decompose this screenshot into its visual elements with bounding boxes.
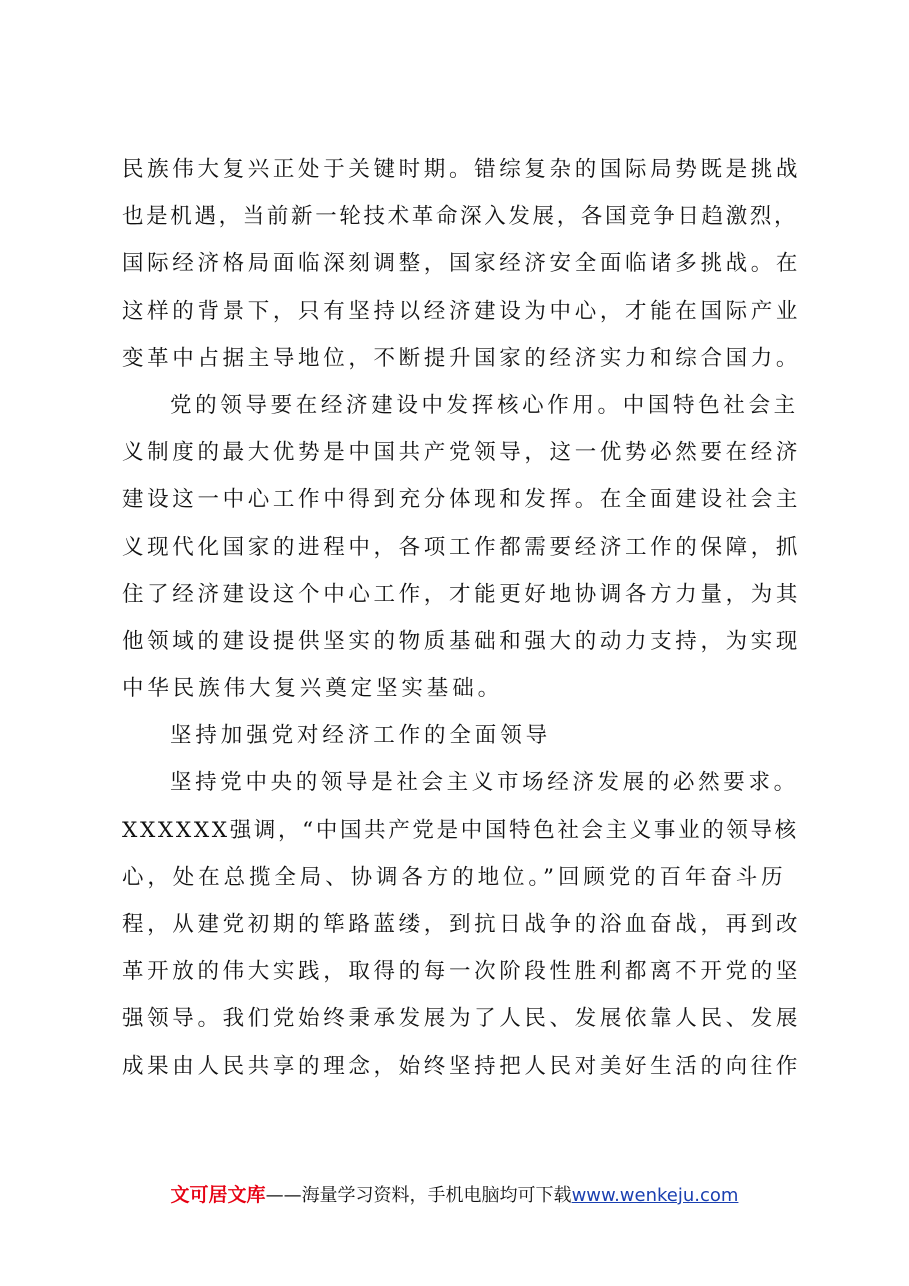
text-line: 中华民族伟大复兴奠定坚实基础。 — [122, 676, 504, 702]
text-line: 民族伟大复兴正处于关键时期。错综复杂的国际局势既是挑战 — [122, 157, 802, 182]
text-line: 这样的背景下，只有坚持以经济建设为中心，才能在国际产业 — [122, 298, 802, 324]
text-line: 住了经济建设这个中心工作，才能更好地协调各方力量，为其 — [122, 581, 802, 607]
text-line: 坚持党中央的领导是社会主义市场经济发展的必然要求。 — [170, 770, 799, 796]
footer-tagline: ——海量学习资料，手机电脑均可下载 — [265, 1185, 572, 1206]
paragraph — [122, 759, 802, 1089]
footer-website-link[interactable]: www.wenkeju.com — [571, 1185, 739, 1206]
paragraph — [122, 382, 802, 712]
text-line: 他领域的建设提供坚实的物质基础和强大的动力支持，为实现 — [122, 628, 802, 654]
text-line: 革开放的伟大实践，取得的每一次阶段性胜利都离不开党的坚 — [122, 959, 802, 985]
text-line: 建设这一中心工作中得到充分体现和发挥。在全面建设社会主 — [122, 487, 802, 513]
footer-brand: 文可居文库 — [170, 1184, 266, 1206]
text-line: 程，从建党初期的筚路蓝缕，到抗日战争的浴血奋战，再到改 — [122, 912, 802, 937]
text-line: 国际经济格局面临深刻调整，国家经济安全面临诸多挑战。在 — [122, 251, 802, 277]
text-line: 成果由人民共享的理念，始终坚持把人民对美好生活的向往作 — [122, 1053, 802, 1079]
text-line: 党的领导要在经济建设中发挥核心作用。中国特色社会主 — [170, 392, 799, 418]
text-line: XXXXXX强调，“中国共产党是中国特色社会主义事业的领导核 — [122, 817, 799, 843]
text-line: 变革中占据主导地位，不断提升国家的经济实力和综合国力。 — [122, 345, 802, 371]
paragraph — [122, 712, 802, 759]
text-line: 义制度的最大优势是中国共产党领导，这一优势必然要在经济 — [122, 440, 802, 466]
text-line: 也是机遇，当前新一轮技术革命深入发展，各国竞争日趋激烈， — [122, 204, 799, 230]
document-body — [122, 146, 802, 1090]
text-line: 心，处在总揽全局、协调各方的地位。”回顾党的百年奋斗历 — [122, 864, 787, 890]
text-line: 坚持加强党对经济工作的全面领导 — [170, 723, 552, 749]
paragraph — [122, 146, 802, 382]
page-footer — [0, 1183, 909, 1208]
text-line: 义现代化国家的进程中，各项工作都需要经济工作的保障，抓 — [122, 534, 802, 560]
text-line: 强领导。我们党始终秉承发展为了人民、发展依靠人民、发展 — [122, 1006, 802, 1032]
